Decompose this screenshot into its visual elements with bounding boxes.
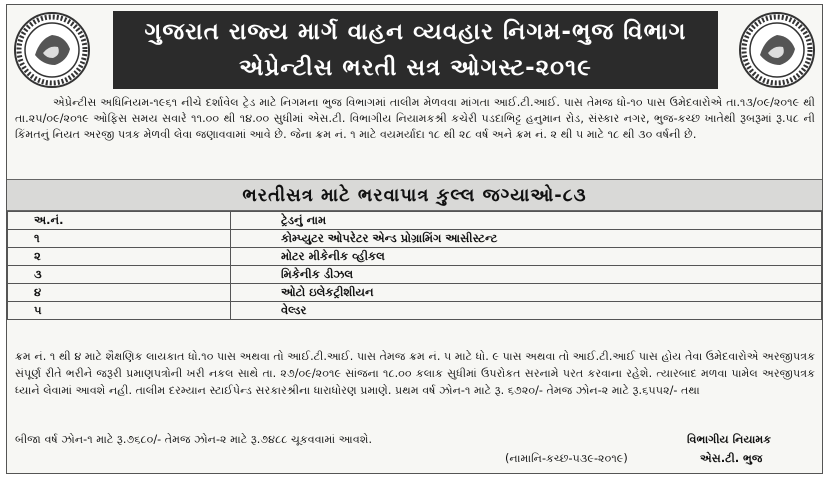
table-row	[8, 302, 822, 320]
table-row	[8, 284, 822, 302]
trades-table	[7, 211, 822, 320]
table-header-row	[8, 212, 822, 230]
eligibility-paragraph: ક્રમ નં. ૧ થી ૪ માટે શૈક્ષણિક લાયકાત ધો.૧૦ પાસ અથવા તો આઈ.ટી.આઈ. પાસ તેમજ ક્રમ નં. ૫ માટે ધો. ૯ પાસ અથવા તો આઈ.ટી.આઈ પાસ હોય તેવા ઉમેદવારોએ અરજીપત્રક સંપૂર્ણ રીતે ભરીને જરૂરી પ્રમાણપત્રોની ખરી નકલ સાથે તા. ૨૭/૦૯/૨૦૧૯ સાંજના ૧૮.૦૦ કલાક સુધીમાં ઉપરોકત સરનામે પરત કરવાના રહેશે. ત્યારબાદ મળવા પામેલ અરજીપત્રક ધ્યાને લેવામાં આવશે નહી. તાલીમ દરમ્યાન સ્ટાઈપેન્ડ સરકારશ્રીના ધારાધોરણ પ્રમાણે. પ્રથમ વર્ષ ઝોન-૧ માટે રૂ. ૬૭૨૦/- તેમજ ઝોન-૨ માટે રૂ.૬૫૫૨/- તથા	[15, 350, 815, 397]
vacancy-banner	[7, 179, 822, 211]
code-line	[15, 452, 815, 469]
stipend-line	[15, 433, 815, 450]
table-row	[8, 266, 822, 284]
table-cell-trade: કોમ્પ્યુટર ઓપરેટર એન્ડ પ્રોગ્રામિંગ આસીસ્ટન્ટ	[231, 230, 822, 248]
table-row	[8, 248, 822, 266]
title-line-2: એપ્રેન્ટીસ ભરતી સત્ર ઓગસ્ટ-૨૦૧૯	[239, 55, 592, 81]
table-cell-serial: ૫	[8, 302, 231, 320]
signatory-title: વિભાગીય નિયામક	[687, 433, 772, 446]
table-cell-trade: મોટર મીકેનીક વ્હીકલ	[231, 248, 822, 266]
vacancy-banner-text: ભરતીસત્ર માટે ભરવાપાત્ર કુલ્લ જગ્યાઓ-૮૩	[242, 184, 587, 206]
notice-page	[6, 4, 823, 474]
table-cell-serial: ૪	[8, 284, 231, 302]
column-header-trade: ટ્રેડનું નામ	[231, 212, 822, 230]
table-cell-trade: મિકેનીક ડીઝલ	[231, 266, 822, 284]
table-row	[8, 230, 822, 248]
table-cell-serial: ૨	[8, 248, 231, 266]
table-cell-trade: ઓટો ઇલેકટ્રીશીયન	[231, 284, 822, 302]
gsrtc-seal-icon	[13, 11, 91, 89]
column-header-serial: અ.નં.	[8, 212, 231, 230]
header	[7, 5, 822, 93]
signatory-office: એસ.ટી. ભુજ	[700, 452, 763, 465]
title-box	[113, 11, 718, 89]
notice-code: (નામાનિ-કચ્છ-૫૩૯-૨૦૧૯)	[505, 452, 628, 465]
intro-paragraph: એપ્રેન્ટીસ અધિનિયમ-૧૯૬૧ નીચે દર્શાવેલ ટ્રેડ માટે નિગમના ભુજ વિભાગમાં તાલીમ મેળવવા માંગતા આઈ.ટી.આઈ. પાસ તેમજ ધો-૧૦ પાસ ઉમેદવારોએ તા.૧૩/૦૯/૨૦૧૯ થી તા.૨૫/૦૯/૨૦૧૯ ઓફિસ સમય સવારે ૧૧.૦૦ થી ૧૪.૦૦ સુધીમાં એસ.ટી. વિભાગીય નિયામકશ્રી કચેરી પડદાભિટ્ટ હનુમાન રોડ, સંસ્કાર નગર, ભુજ-કચ્છ ખાતેથી રૂબરૂમાં રૂ.પ૮ ની કિંમતનું નિયત અરજી પત્રક મેળવી લેવા જણાવવામાં આવે છે. જેના ક્રમ નં. ૧ માટે વયમર્યાદા ૧૮ થી ૨૮ વર્ષ અને ક્રમ નં. ૨ થી ૫ માટે ૧૮ થી ૩૦ વર્ષની છે.	[15, 96, 815, 142]
table-cell-serial: ૩	[8, 266, 231, 284]
stipend-text: બીજા વર્ષ ઝોન-૧ માટે રૂ.૭૬૮૦/- તેમજ ઝોન-૨ માટે રૂ.૭૪૮૮ ચૂકવવામાં આવશે.	[15, 433, 373, 446]
gsrtc-seal-icon	[738, 11, 816, 89]
title-line-1: ગુજરાત રાજ્ય માર્ગ વાહન વ્યવહાર નિગમ-ભુજ વિભાગ	[144, 19, 687, 45]
table-cell-serial: ૧	[8, 230, 231, 248]
table-cell-trade: વેલ્ડર	[231, 302, 822, 320]
